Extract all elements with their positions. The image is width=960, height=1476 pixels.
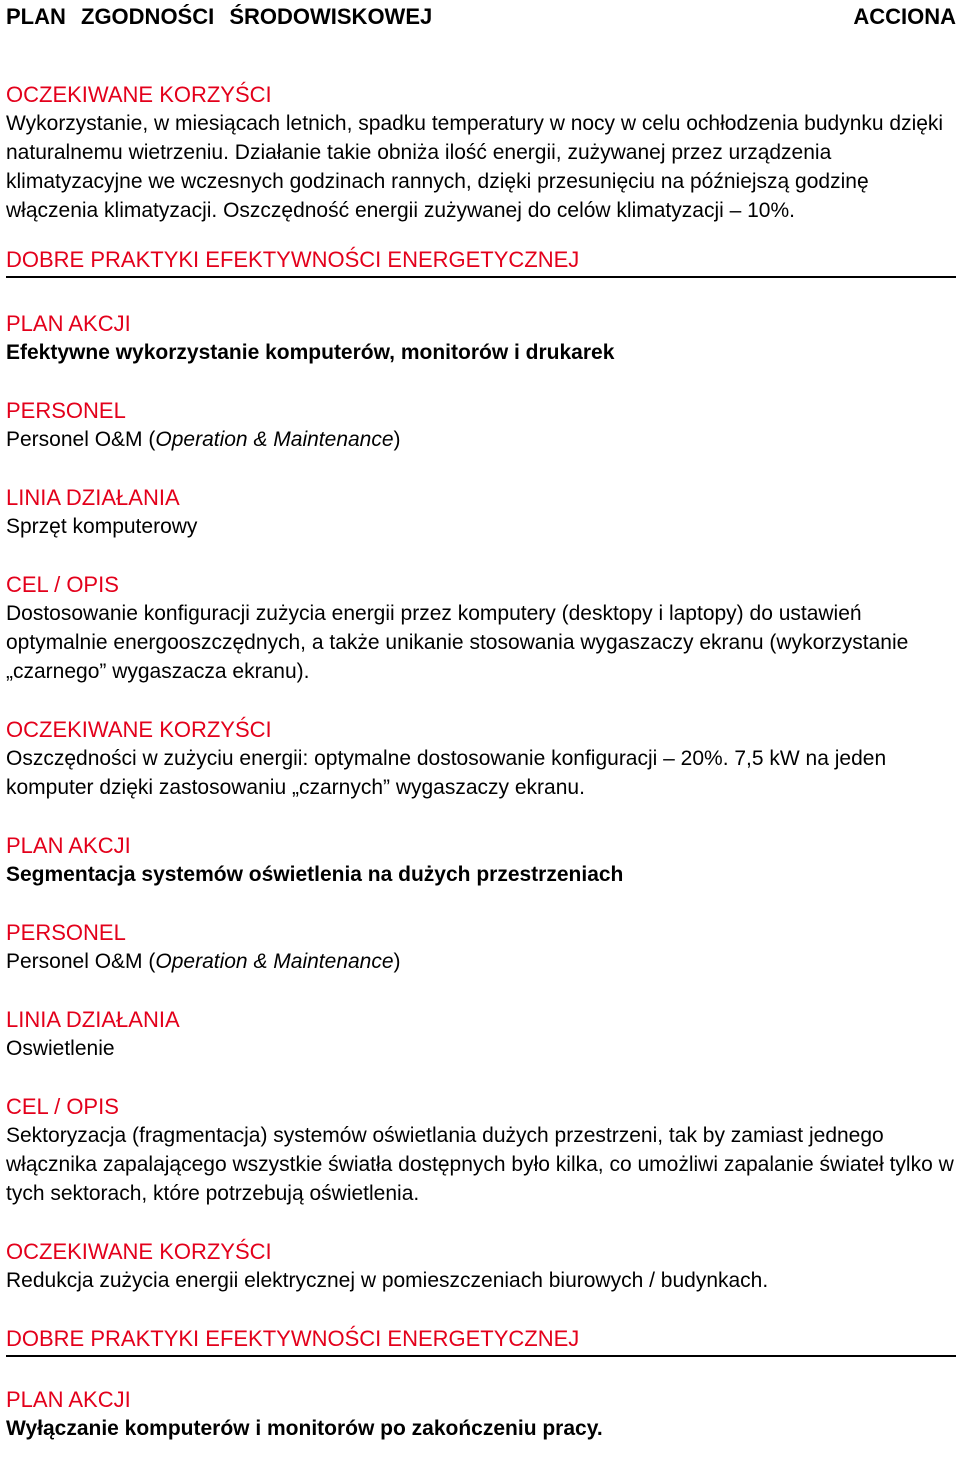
goal-description-label: CEL / OPIS — [6, 572, 119, 597]
page-header — [6, 0, 956, 34]
company-name: ACCIONA — [853, 4, 956, 29]
expected-benefits-text: Redukcja zużycia energii elektrycznej w pomieszczeniach biurowych / budynkach. — [6, 1269, 769, 1292]
action-line-text: Sprzęt komputerowy — [6, 515, 198, 538]
personnel-label: PERSONEL — [6, 398, 126, 423]
expected-benefits-label: OCZEKIWANE KORZYŚCI — [6, 1239, 272, 1264]
expected-benefits-text: Oszczędności w zużyciu energii: optymalne dostosowanie konfiguracji – 20%. 7,5 kW na jeden komputer dzięki zastosowaniu „czarnych” wygaszaczy ekranu. — [6, 747, 887, 799]
personnel-label: PERSONEL — [6, 920, 126, 945]
action-plan-text: Segmentacja systemów oświetlenia na dużych przestrzeniach — [6, 863, 624, 886]
intro-benefits-label: OCZEKIWANE KORZYŚCI — [6, 82, 272, 107]
action-plan-label: PLAN AKCJI — [6, 311, 131, 336]
action-line-text: Oswietlenie — [6, 1037, 115, 1060]
document-page — [6, 0, 956, 1443]
goal-description-label: CEL / OPIS — [6, 1094, 119, 1119]
expected-benefits-label: OCZEKIWANE KORZYŚCI — [6, 717, 272, 742]
intro-benefits-text: Wykorzystanie, w miesiącach letnich, spadku temperatury w nocy w celu ochłodzenia budynku dzięki naturalnemu wietrzeniu. Działanie takie obniża ilość energii, zużywanej przez urządzenia klimatyzacyjne we wczesnych godzinach rannych, dzięki przesunięciu na późniejszą godzinę włączenia klimatyzacji. Oszczędność energii zużywanej do celów klimatyzacji – 10%. — [6, 112, 944, 222]
action-plan-label: PLAN AKCJI — [6, 833, 131, 858]
document-title: PLAN ZGODNOŚCI ŚRODOWISKOWEJ — [6, 4, 433, 29]
personnel-text: Personel O&M (Operation & Maintenance) — [6, 428, 401, 451]
section-title: DOBRE PRAKTYKI EFEKTYWNOŚCI ENERGETYCZNEJ — [6, 245, 956, 278]
action-plan-label: PLAN AKCJI — [6, 1387, 131, 1412]
action-line-label: LINIA DZIAŁANIA — [6, 1007, 180, 1032]
action-plan-text: Efektywne wykorzystanie komputerów, monitorów i drukarek — [6, 341, 615, 364]
action-line-label: LINIA DZIAŁANIA — [6, 485, 180, 510]
section-title: DOBRE PRAKTYKI EFEKTYWNOŚCI ENERGETYCZNEJ — [6, 1324, 956, 1357]
personnel-text: Personel O&M (Operation & Maintenance) — [6, 950, 401, 973]
action-plan-text: Wyłączanie komputerów i monitorów po zakończeniu pracy. — [6, 1417, 603, 1440]
goal-description-text: Sektoryzacja (fragmentacja) systemów oświetlania dużych przestrzeni, tak by zamiast jednego włącznika zapalającego wszystkie światła dostępnych było kilka, co umożliwi zapalanie świateł tylko w tych sektorach, które potrzebują oświetlenia. — [6, 1124, 954, 1205]
goal-description-text: Dostosowanie konfiguracji zużycia energii przez komputery (desktopy i laptopy) do ustawień optymalnie energooszczędnych, a także unikanie stosowania wygaszaczy ekranu (wykorzystanie „czarnego” wygaszacza ekranu). — [6, 602, 909, 683]
